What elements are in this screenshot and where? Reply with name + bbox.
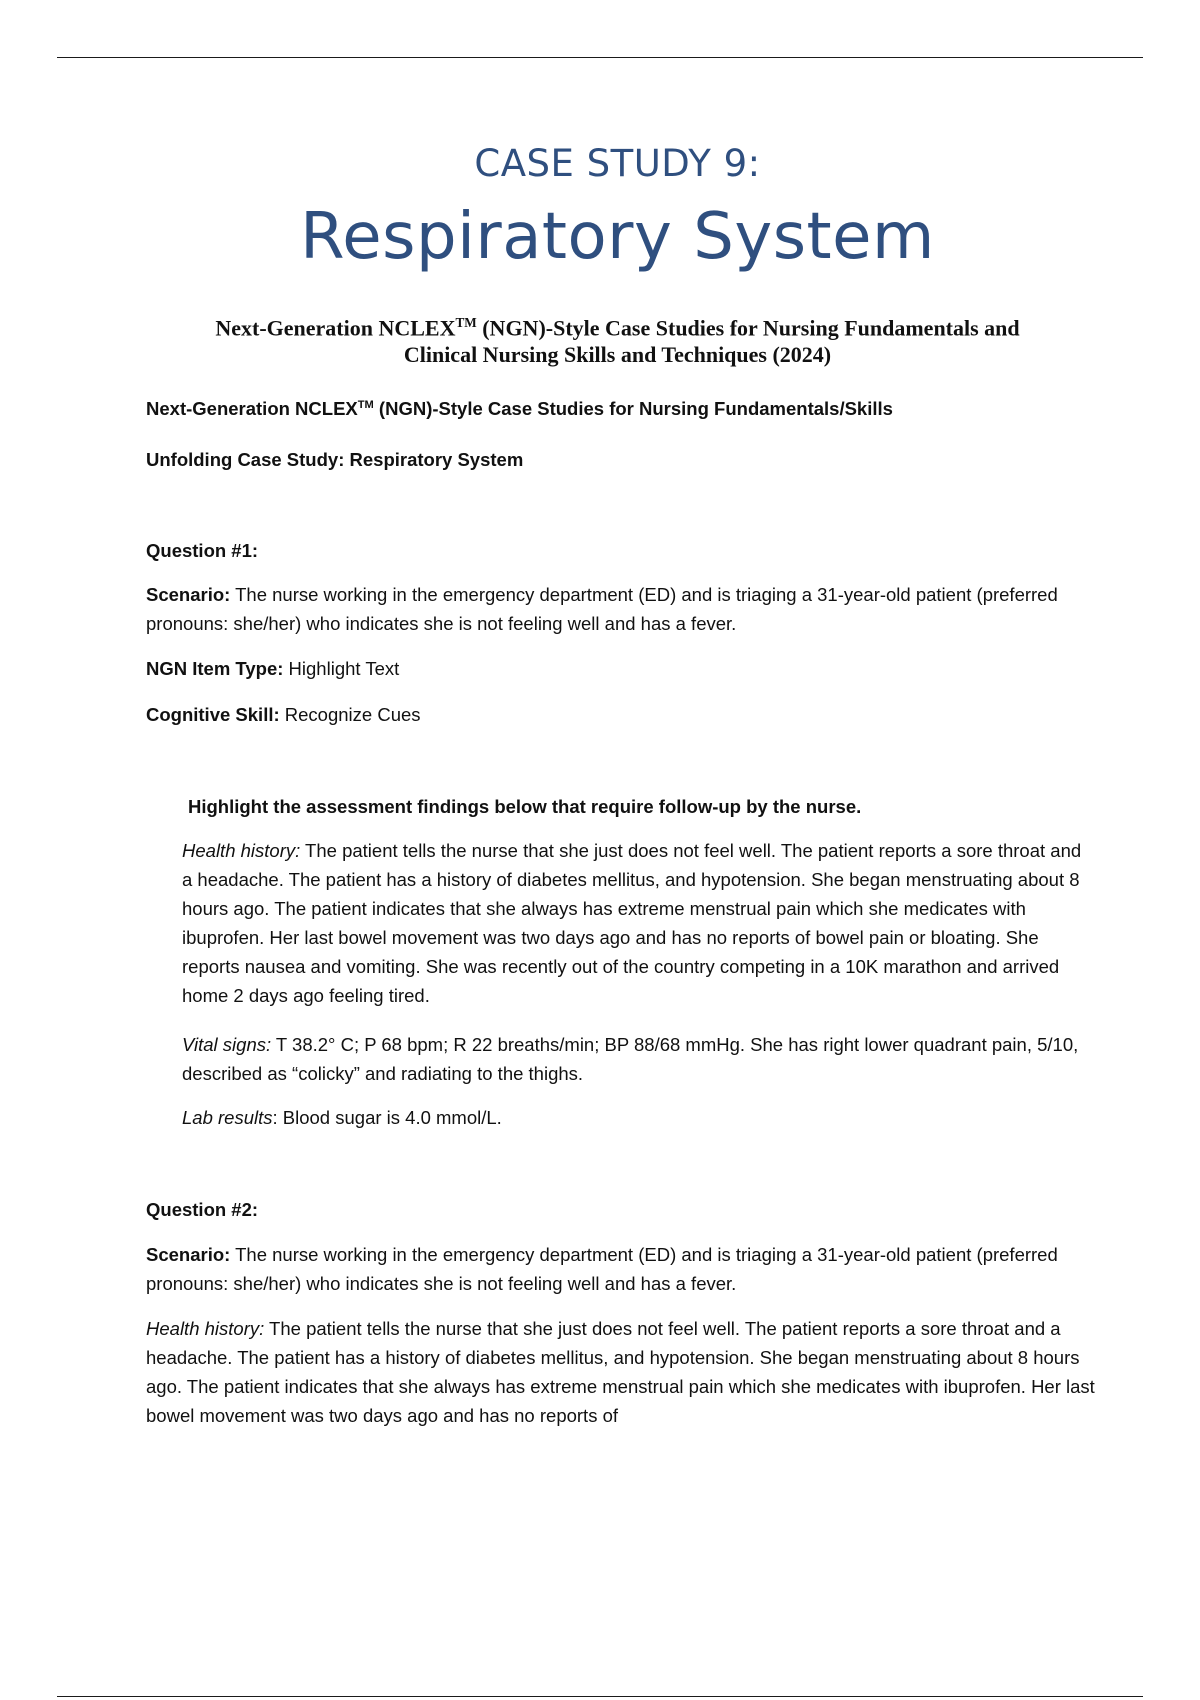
lab-label: Lab results bbox=[182, 1107, 273, 1128]
history-label: Health history: bbox=[146, 1318, 265, 1339]
scenario-text: The nurse working in the emergency department (ED) and is triaging a 31-year-old patient (preferred pronouns: she/her) who indicates she is not feeling well and has a fever. bbox=[146, 1244, 1058, 1294]
case-study-label: CASE STUDY 9: bbox=[474, 142, 761, 185]
vitals-label: Vital signs: bbox=[182, 1034, 272, 1055]
question-1-heading bbox=[146, 536, 1096, 565]
subtitle bbox=[150, 309, 1085, 368]
question-heading-text: Question #2: bbox=[146, 1199, 259, 1220]
question-1-skill bbox=[146, 700, 1096, 729]
subtitle-text: (NGN)-Style Case Studies for Nursing Fundamentals and bbox=[476, 315, 1020, 341]
history-label: Health history: bbox=[182, 840, 301, 861]
question-2-health-history bbox=[146, 1314, 1096, 1430]
vitals-text: T 38.2° C; P 68 bpm; R 22 breaths/min; BP 88/68 mmHg. She has right lower quadrant pain, 5/10, described as “colicky” and radiating to the thighs. bbox=[182, 1034, 1079, 1084]
trademark-mark: TM bbox=[455, 315, 477, 330]
instruction-text: Highlight the assessment findings below that require follow-up by the nurse. bbox=[188, 796, 862, 817]
scenario-label: Scenario: bbox=[146, 1244, 231, 1265]
trademark-mark: TM bbox=[357, 399, 374, 411]
question-1-health-history bbox=[182, 836, 1092, 1010]
subtitle-text: Clinical Nursing Skills and Techniques (2024) bbox=[403, 342, 832, 368]
scenario-text: The nurse working in the emergency department (ED) and is triaging a 31-year-old patient (preferred pronouns: she/her) who indicates she is not feeling well and has a fever. bbox=[146, 584, 1058, 634]
series-line bbox=[146, 391, 1096, 423]
bottom-rule bbox=[57, 1696, 1143, 1697]
item-type-label: NGN Item Type: bbox=[146, 658, 284, 679]
series-text: (NGN)-Style Case Studies for Nursing Fundamentals/Skills bbox=[373, 398, 893, 420]
scenario-label: Scenario: bbox=[146, 584, 231, 605]
unfolding-text: Unfolding Case Study: Respiratory System bbox=[146, 449, 524, 470]
question-1-lab-results bbox=[182, 1103, 1092, 1132]
question-1-item-type bbox=[146, 654, 1096, 683]
question-1-scenario bbox=[146, 580, 1096, 638]
question-2-heading bbox=[146, 1195, 1096, 1224]
skill-label: Cognitive Skill: bbox=[146, 704, 280, 725]
question-2-scenario bbox=[146, 1240, 1096, 1298]
subtitle-text: Next-Generation NCLEX bbox=[215, 315, 456, 341]
history-text: The patient tells the nurse that she just does not feel well. The patient reports a sore throat and a headache. The patient has a history of diabetes mellitus, and hypotension. She began menstruating about 8 hours ago. The patient indicates that she always has extreme menstrual pain which she medicates with ibuprofen. Her last bowel movement was two days ago and has no reports of bowel pain or bloating. She reports nausea and vomiting. She was recently out of the country competing in a 10K marathon and arrived home 2 days ago feeling tired. bbox=[182, 840, 1082, 1006]
question-heading-text: Question #1: bbox=[146, 540, 259, 561]
series-text: Next-Generation NCLEX bbox=[146, 398, 358, 420]
skill-value: Recognize Cues bbox=[279, 704, 421, 725]
unfolding-line bbox=[146, 445, 1096, 474]
lab-text: : Blood sugar is 4.0 mmol/L. bbox=[272, 1107, 502, 1128]
question-1-vital-signs bbox=[182, 1030, 1092, 1088]
highlight-instruction bbox=[188, 792, 1138, 821]
item-type-value: Highlight Text bbox=[283, 658, 400, 679]
page-title: Respiratory System bbox=[300, 200, 935, 274]
history-text: The patient tells the nurse that she just does not feel well. The patient reports a sore throat and a headache. The patient has a history of diabetes mellitus, and hypotension. She began menstruating about 8 hours ago. The patient indicates that she always has extreme menstrual pain which she medicates with ibuprofen. Her last bowel movement was two days ago and has no reports of bbox=[146, 1318, 1095, 1426]
top-rule bbox=[57, 57, 1143, 58]
